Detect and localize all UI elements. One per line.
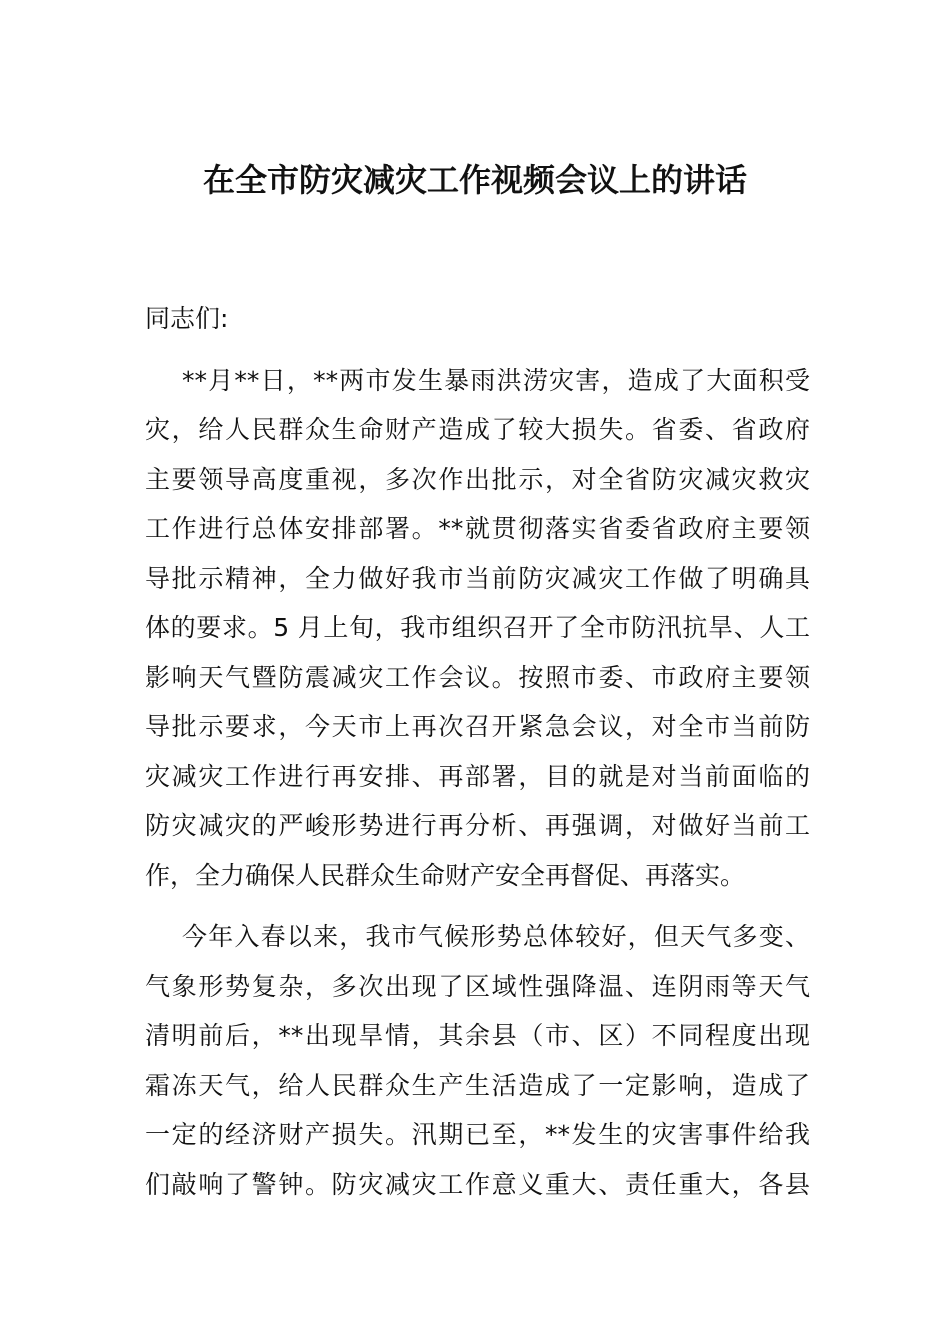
paragraph-1 — [145, 356, 810, 901]
paragraph-line: 体的要求。5 月上旬，我市组织召开了全市防汛抗旱、人工 — [145, 613, 810, 642]
paragraph-line: 防灾减灾的严峻形势进行再分析、再强调，对做好当前工 — [145, 811, 810, 840]
paragraph-line: 导批示要求，今天市上再次召开紧急会议，对全市当前防 — [145, 712, 810, 741]
document-body — [145, 294, 810, 1221]
paragraph-line: 作，全力确保人民群众生命财产安全再督促、再落实。 — [145, 860, 746, 890]
paragraph-2 — [145, 912, 810, 1209]
paragraph-line: 灾，给人民群众生命财产造成了较大损失。省委、省政府 — [145, 415, 810, 444]
paragraph-line: 工作进行总体安排部署。**就贯彻落实省委省政府主要领 — [145, 514, 810, 543]
paragraph-line: 清明前后，**出现旱情，其余县（市、区）不同程度出现 — [145, 1021, 810, 1050]
document-title: 在全市防灾减灾工作视频会议上的讲话 — [202, 161, 747, 199]
paragraph-line: 霜冻天气，给人民群众生产生活造成了一定影响，造成了 — [145, 1070, 810, 1100]
paragraph-line: 今年入春以来，我市气候形势总体较好，但天气多变、 — [182, 922, 810, 951]
paragraph-line: 影响天气暨防震减灾工作会议。按照市委、市政府主要领 — [145, 662, 810, 692]
paragraph-line: **月**日，**两市发生暴雨洪涝灾害，造成了大面积受 — [182, 365, 810, 395]
paragraph-line: 主要领导高度重视，多次作出批示，对全省防灾减灾救灾 — [145, 464, 810, 494]
paragraph-line: 灾减灾工作进行再安排、再部署，目的就是对当前面临的 — [145, 761, 810, 791]
paragraph-line: 一定的经济财产损失。汛期已至，**发生的灾害事件给我 — [145, 1120, 810, 1149]
paragraph-line: 气象形势复杂，多次出现了区域性强降温、连阴雨等天气 — [145, 971, 810, 1001]
salutation: 同志们: — [145, 304, 229, 333]
paragraph-line: 们敲响了警钟。防灾减灾工作意义重大、责任重大，各县 — [145, 1169, 810, 1199]
paragraph-line: 导批示精神，全力做好我市当前防灾减灾工作做了明确具 — [145, 563, 810, 593]
